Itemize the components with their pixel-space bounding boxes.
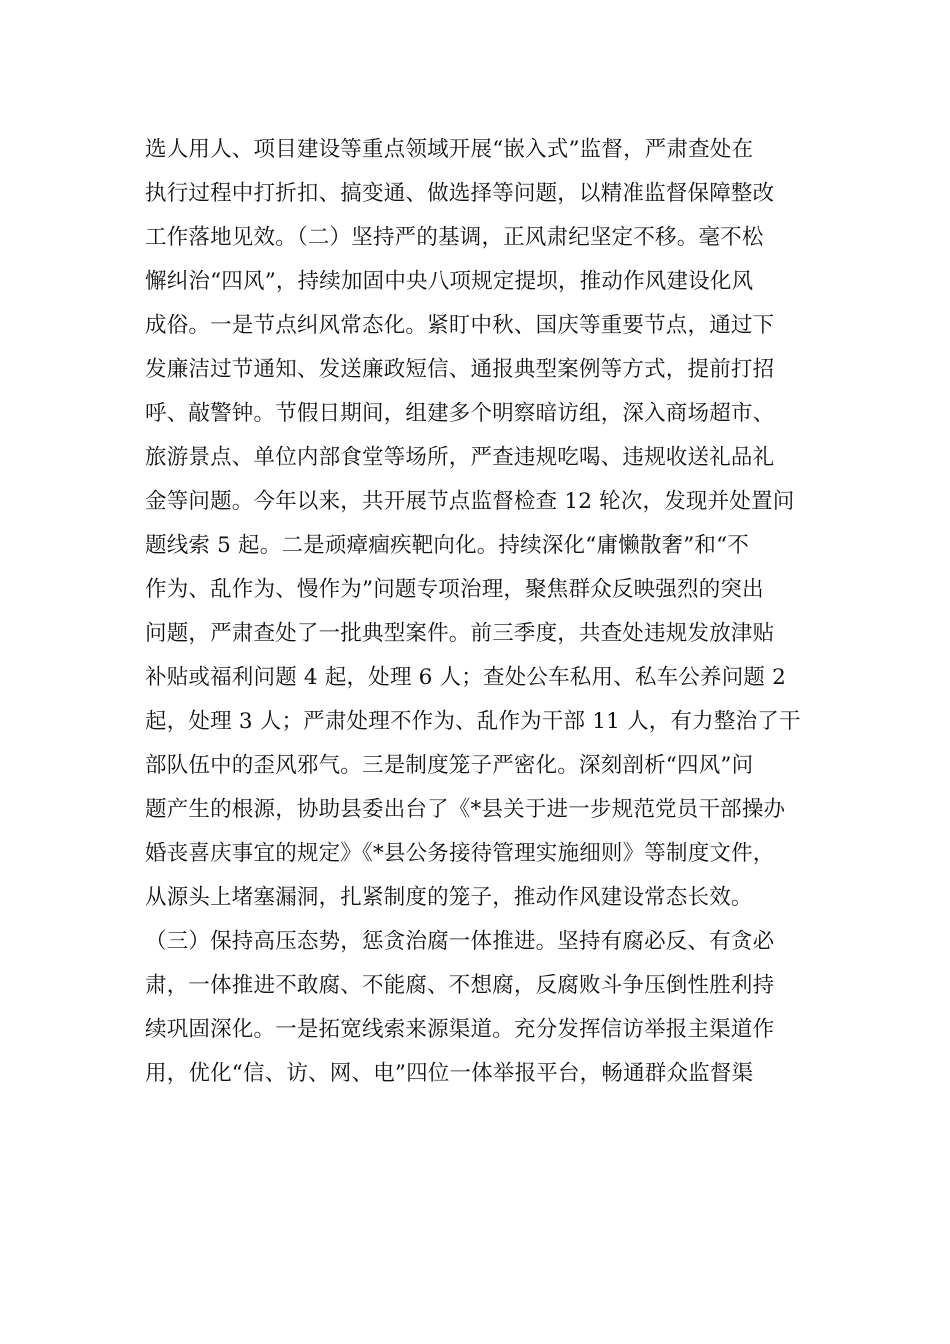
text-line-19: （三）保持高压态势，惩贪治腐一体推进。坚持有腐必反、有贪必	[145, 929, 775, 954]
text-line-3: 工作落地见效。（二）坚持严的基调，正风肃纪坚定不移。毫不松	[145, 225, 764, 250]
text-line-17: 婚丧喜庆事宜的规定》《*县公务接待管理实施细则》等制度文件，	[145, 841, 775, 866]
text-line-18: 从源头上堵塞漏洞，扎紧制度的笼子，推动作风建设常态长效。	[145, 885, 753, 910]
text-line-8: 旅游景点、单位内部食堂等场所，严查违规吃喝、违规收送礼品礼	[145, 445, 775, 470]
text-line-11: 作为、乱作为、慢作为”问题专项治理，聚焦群众反映强烈的突出	[145, 577, 764, 602]
text-line-16: 题产生的根源，协助县委出台了《*县关于进一步规范党员干部操办	[145, 797, 786, 822]
text-line-7: 呼、敲警钟。节假日期间，组建多个明察暗访组，深入商场超市、	[145, 401, 775, 426]
text-line-15: 部队伍中的歪风邪气。三是制度笼子严密化。深刻剖析“四风”问	[145, 753, 754, 778]
text-line-4: 懈纠治“四风”，持续加固中央八项规定提坝，推动作风建设化风	[145, 269, 754, 294]
text-line-12: 问题，严肃查处了一批典型案件。前三季度，共查处违规发放津贴	[145, 621, 775, 646]
text-line-1: 选人用人、项目建设等重点领域开展“嵌入式”监督，严肃查处在	[145, 137, 754, 162]
text-line-5: 成俗。一是节点纠风常态化。紧盯中秋、国庆等重要节点，通过下	[145, 313, 775, 338]
text-line-20: 肃，一体推进不敢腐、不能腐、不想腐，反腐败斗争压倒性胜利持	[145, 973, 775, 998]
text-line-10: 题线索 5 起。二是顽瘴痼疾靶向化。持续深化“庸懒散奢”和“不	[145, 533, 750, 558]
text-line-22: 用，优化“信、访、网、电”四位一体举报平台，畅通群众监督渠	[145, 1061, 754, 1086]
text-line-2: 执行过程中打折扣、搞变通、做选择等问题，以精准监督保障整改	[145, 181, 775, 206]
text-line-21: 续巩固深化。一是拓宽线索来源渠道。充分发挥信访举报主渠道作	[145, 1017, 775, 1042]
text-line-14: 起，处理 3 人；严肃处理不作为、乱作为干部 11 人，有力整治了干	[145, 709, 801, 734]
text-line-13: 补贴或福利问题 4 起，处理 6 人；查处公车私用、私车公养问题 2	[145, 665, 787, 690]
text-line-6: 发廉洁过节通知、发送廉政短信、通报典型案例等方式，提前打招	[145, 357, 775, 382]
text-line-9: 金等问题。今年以来，共开展节点监督检查 12 轮次，发现并处置问	[145, 489, 795, 514]
